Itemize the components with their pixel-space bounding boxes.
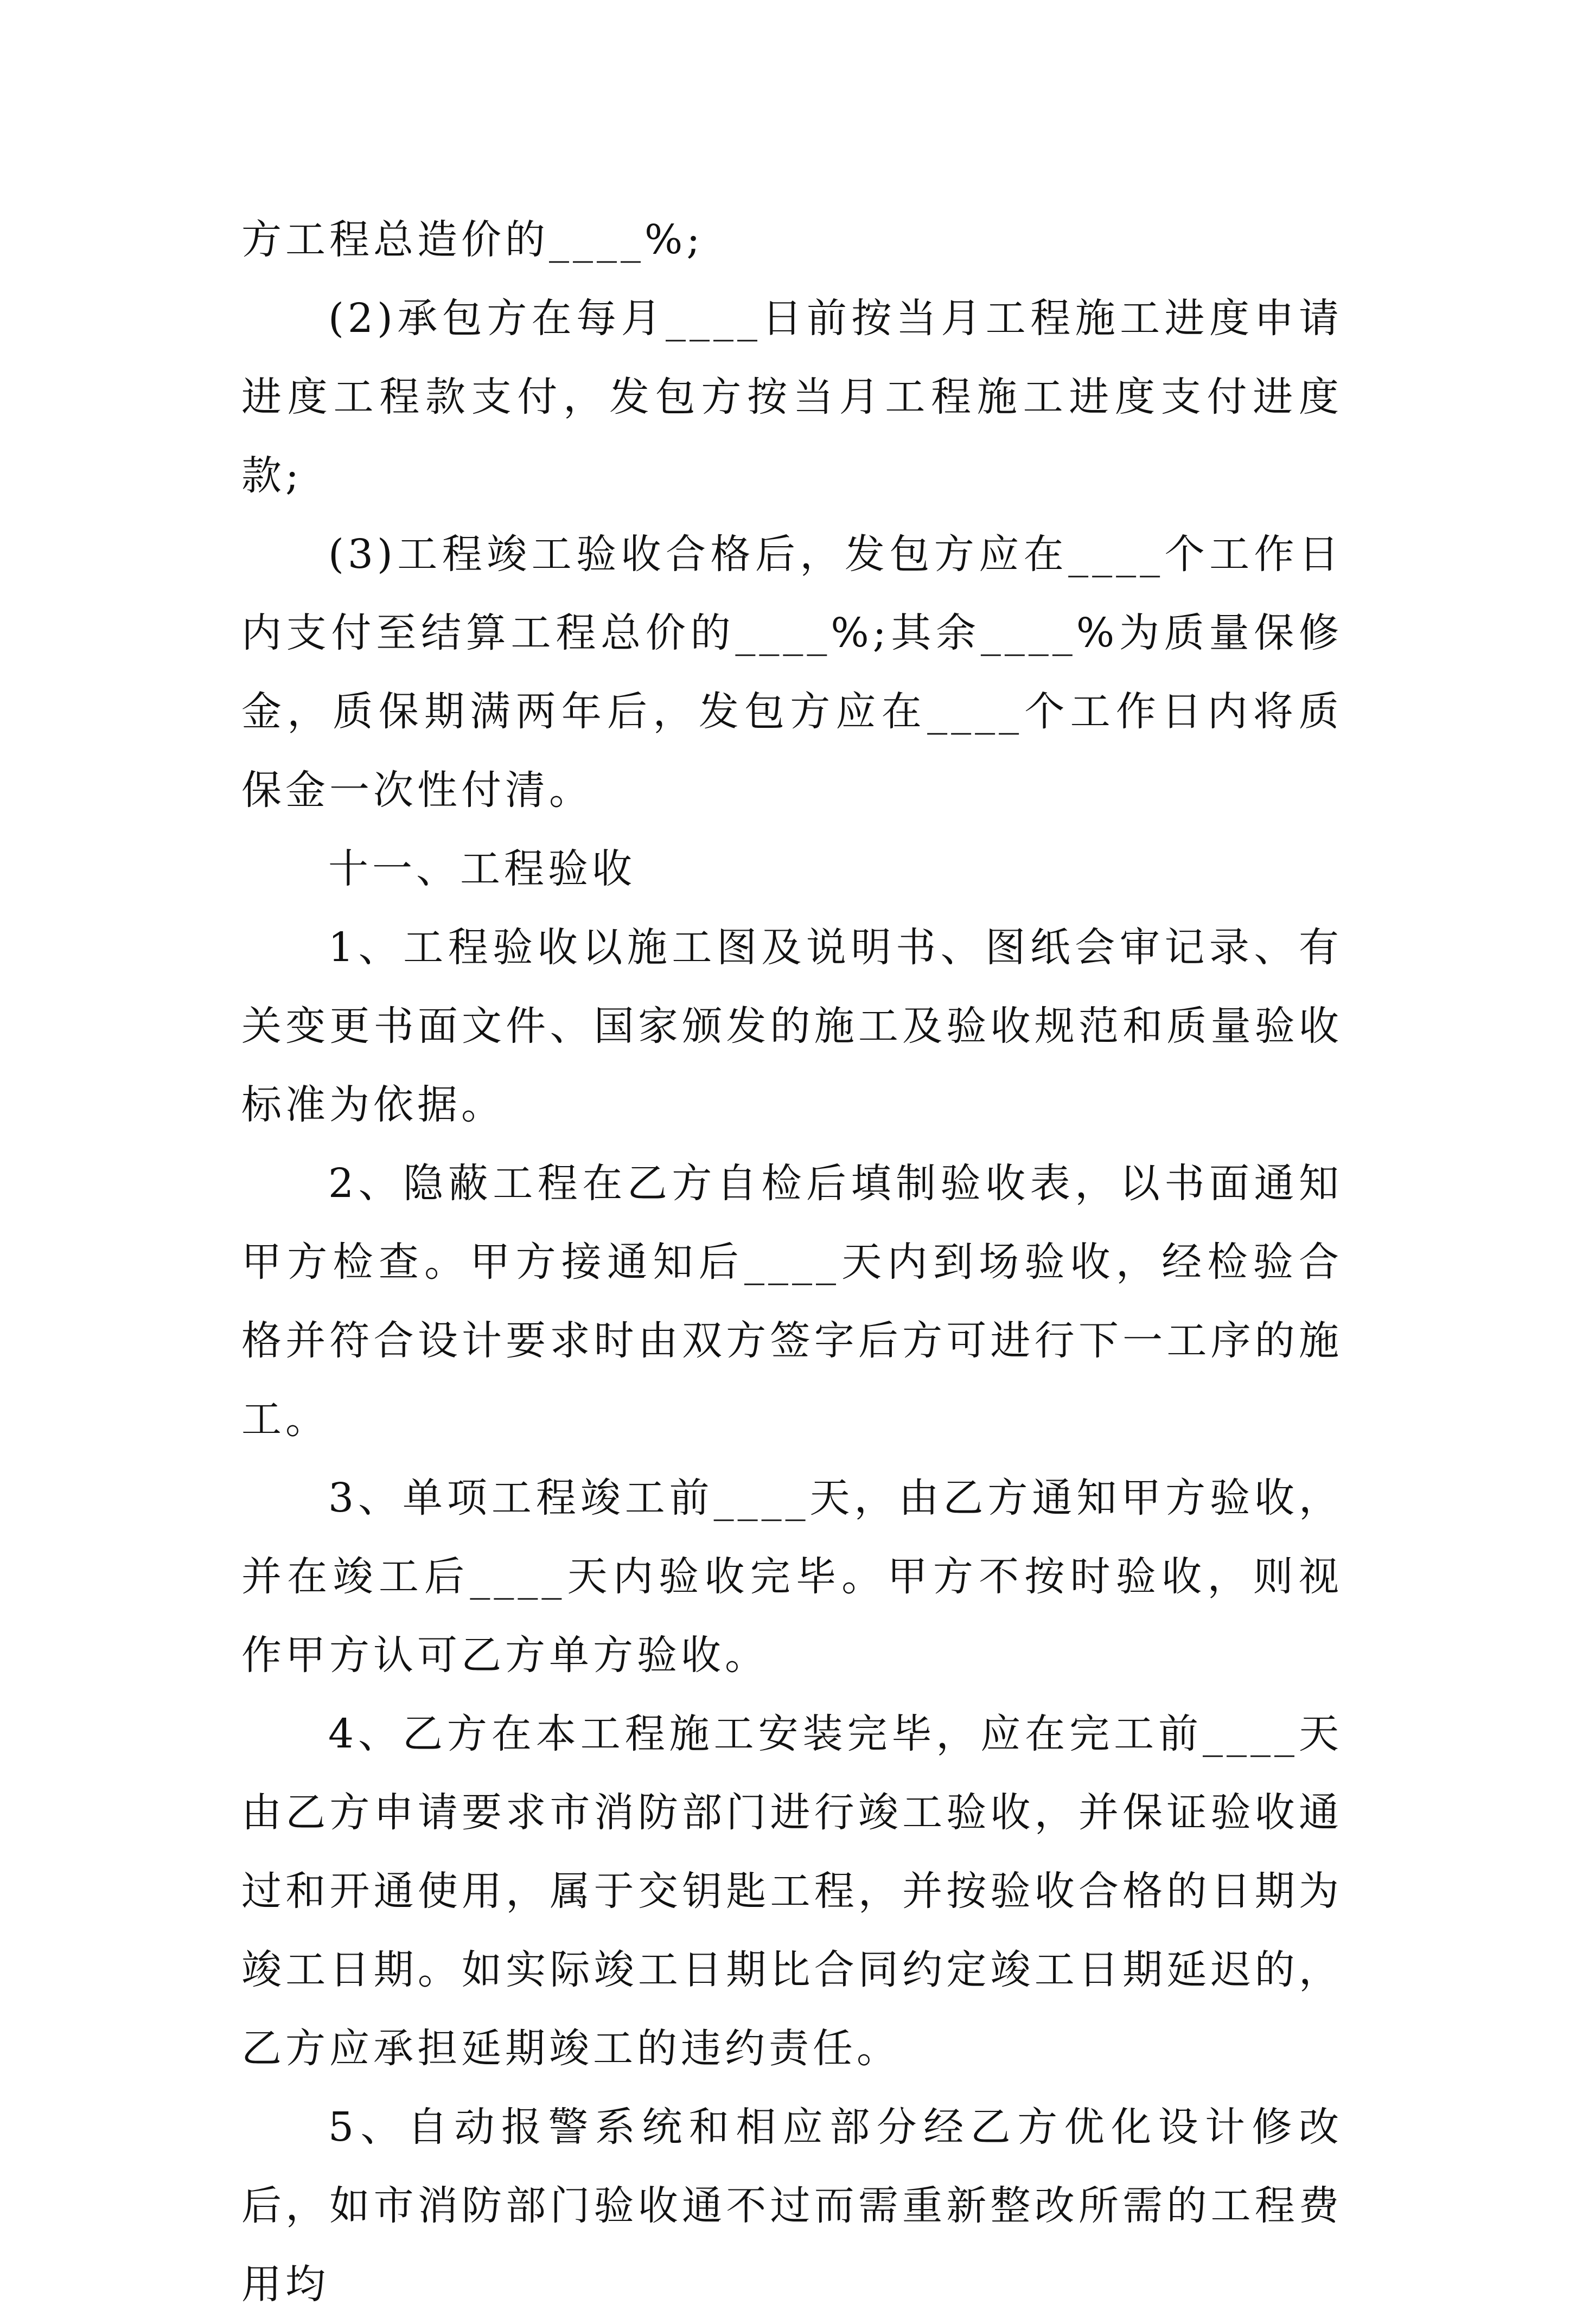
- paragraph-clause-2: (2)承包方在每月____日前按当月工程施工进度申请进度工程款支付，发包方按当月工程施工进度支付进度款;: [241, 295, 1343, 499]
- document-body: [241, 201, 1343, 2324]
- paragraph-item-5: 5、自动报警系统和相应部分经乙方优化设计修改后，如市消防部门验收通不过而需重新整改所需的工程费用均: [241, 2104, 1343, 2308]
- paragraph-item-2: 2、隐蔽工程在乙方自检后填制验收表，以书面通知甲方检查。甲方接通知后____天内到场验收，经检验合格并符合设计要求时由双方签字后方可进行下一工序的施工。: [241, 1160, 1343, 1443]
- paragraph-continuation: 方工程总造价的____%;: [241, 216, 704, 263]
- paragraph-item-3: 3、单项工程竣工前____天，由乙方通知甲方验收，并在竣工后____天内验收完毕。甲方不按时验收，则视作甲方认可乙方单方验收。: [241, 1475, 1343, 1679]
- section-heading-acceptance: 十一、工程验收: [328, 846, 636, 892]
- paragraph-item-4: 4、乙方在本工程施工安装完毕，应在完工前____天由乙方申请要求市消防部门进行竣工验收，并保证验收通过和开通使用，属于交钥匙工程，并按验收合格的日期为竣工日期。如实际竣工日期比合同约定竣工日期延迟的，乙方应承担延期竣工的违约责任。: [241, 1711, 1343, 2072]
- paragraph-item-1: 1、工程验收以施工图及说明书、图纸会审记录、有关变更书面文件、国家颁发的施工及验收规范和质量验收标准为依据。: [241, 924, 1343, 1128]
- paragraph-clause-3: (3)工程竣工验收合格后，发包方应在____个工作日内支付至结算工程总价的____%;其余____%为质量保修金，质保期满两年后，发包方应在____个工作日内将质保金一次性付清。: [241, 531, 1343, 814]
